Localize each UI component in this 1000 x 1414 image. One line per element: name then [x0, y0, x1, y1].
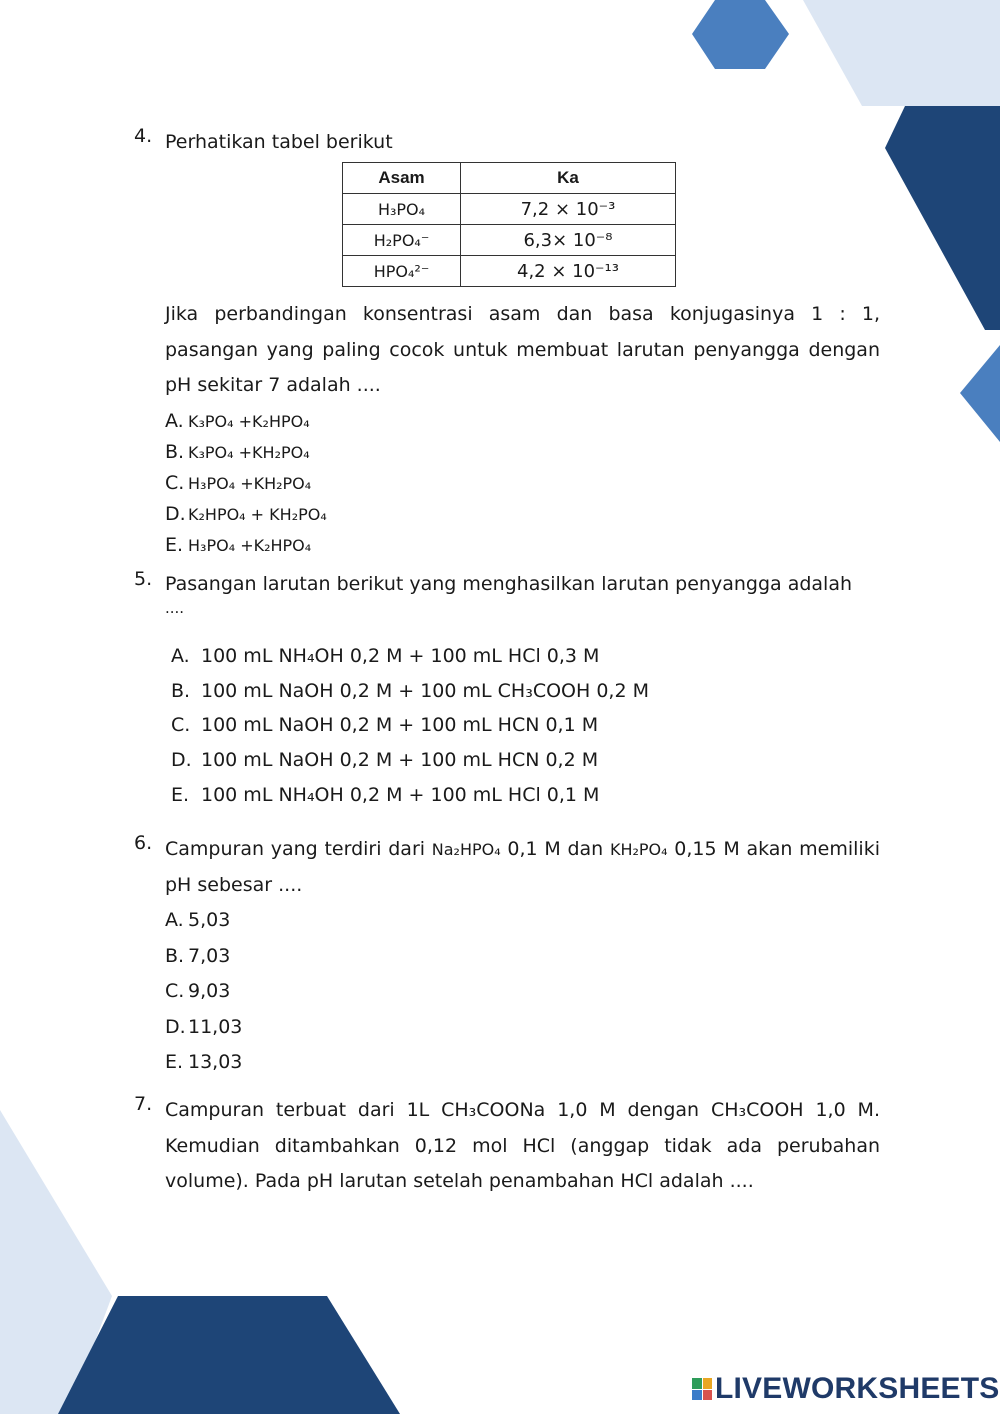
option-text: K₂HPO₄ + KH₂PO₄	[188, 504, 327, 524]
formula: KH₂PO₄	[609, 840, 668, 859]
question-text-part: 0,15 M akan memiliki pH sebesar ....	[165, 838, 880, 896]
option-letter: D.	[171, 749, 192, 771]
liveworksheets-logo	[692, 1372, 1000, 1406]
option-letter: B.	[171, 680, 191, 702]
question-number: 4.	[134, 125, 153, 147]
option-list	[134, 903, 880, 1081]
option-text: 100 mL NaOH 0,2 M + 100 mL HCN 0,2 M	[201, 749, 599, 771]
question-number: 6.	[134, 832, 153, 854]
question-6	[134, 832, 880, 1081]
question-text: Jika perbandingan konsentrasi asam dan basa konjugasinya 1 : 1, pasangan yang paling cocok untuk membuat larutan penyangga dengan pH sekitar 7 adalah ....	[165, 303, 880, 396]
table-header-ka: Ka	[461, 163, 676, 194]
top-hexagon-shape	[692, 0, 789, 69]
option-a[interactable]	[165, 406, 880, 437]
question-text: Pasangan larutan berikut yang menghasilkan larutan penyangga adalah	[165, 573, 853, 595]
option-text: 100 mL NaOH 0,2 M + 100 mL HCN 0,1 M	[201, 714, 599, 736]
formula: Na₂HPO₄	[431, 840, 501, 859]
option-text: K₃PO₄ +K₂HPO₄	[188, 411, 310, 431]
option-d[interactable]	[165, 499, 880, 530]
option-text: H₃PO₄ +K₂HPO₄	[188, 535, 312, 555]
question-prompt: Perhatikan tabel berikut	[165, 131, 393, 153]
option-text: 13,03	[188, 1051, 243, 1073]
question-7	[134, 1093, 880, 1200]
table-cell-ka: 6,3× 10⁻⁸	[461, 225, 676, 256]
option-list	[134, 639, 880, 812]
option-a[interactable]	[171, 639, 880, 674]
option-letter: B.	[165, 440, 185, 463]
option-text: 100 mL NH₄OH 0,2 M + 100 mL HCl 0,3 M	[201, 645, 600, 667]
option-letter: C.	[165, 980, 185, 1002]
table-cell-ka: 7,2 × 10⁻³	[461, 194, 676, 225]
option-letter: E.	[165, 533, 184, 556]
table-cell-acid: HPO₄²⁻	[343, 256, 461, 287]
table-cell-acid: H₂PO₄⁻	[343, 225, 461, 256]
option-d[interactable]	[165, 1010, 880, 1046]
table-header-row	[343, 163, 676, 194]
table-header-asam: Asam	[343, 163, 461, 194]
table-row	[343, 194, 676, 225]
option-e[interactable]	[165, 530, 880, 561]
option-text: 100 mL NaOH 0,2 M + 100 mL CH₃COOH 0,2 M	[201, 680, 649, 702]
question-text: Campuran terbuat dari 1L CH₃COONa 1,0 M dengan CH₃COOH 1,0 M. Kemudian ditambahkan 0,12 mol HCl (anggap tidak ada perubahan volume). Pada pH larutan setelah penambahan HCl adalah ....	[165, 1099, 880, 1192]
option-letter: A.	[171, 645, 190, 667]
table-row	[343, 225, 676, 256]
option-e[interactable]	[171, 778, 880, 812]
question-4	[134, 125, 880, 161]
table-cell-acid: H₃PO₄	[343, 194, 461, 225]
option-text: 5,03	[188, 909, 231, 931]
option-a[interactable]	[165, 903, 880, 939]
option-letter: E.	[165, 1051, 184, 1073]
ka-table	[342, 162, 676, 287]
logo-text: LIVEWORKSHEETS	[715, 1372, 1000, 1405]
option-letter: D.	[165, 502, 186, 525]
option-letter: B.	[165, 944, 185, 967]
option-c[interactable]	[165, 974, 880, 1010]
option-text: 100 mL NH₄OH 0,2 M + 100 mL HCl 0,1 M	[201, 784, 600, 806]
question-text-part: 0,1 M dan	[507, 838, 604, 860]
option-b[interactable]	[165, 437, 880, 468]
option-c[interactable]	[171, 709, 880, 742]
option-letter: C.	[171, 714, 191, 736]
option-letter: A.	[165, 909, 184, 931]
option-text: 7,03	[188, 944, 231, 967]
option-e[interactable]	[165, 1045, 880, 1081]
option-letter: C.	[165, 471, 185, 494]
option-text: K₃PO₄ +KH₂PO₄	[188, 442, 310, 462]
option-b[interactable]	[165, 939, 880, 975]
question-4-body	[134, 297, 880, 561]
option-list	[134, 406, 880, 561]
question-number: 7.	[134, 1093, 153, 1115]
option-letter: A.	[165, 409, 184, 432]
logo-icon	[692, 1378, 712, 1400]
question-5	[134, 568, 880, 812]
question-dots: ....	[165, 599, 185, 617]
option-text: 11,03	[188, 1015, 243, 1038]
right-navy-shape	[885, 106, 1000, 330]
option-text: 9,03	[188, 980, 231, 1002]
option-letter: D.	[165, 1015, 186, 1038]
option-letter: E.	[171, 784, 190, 806]
table-cell-ka: 4,2 × 10⁻¹³	[461, 256, 676, 287]
option-d[interactable]	[171, 742, 880, 778]
table-row	[343, 256, 676, 287]
bottom-left-navy-shape	[58, 1296, 400, 1414]
question-number: 5.	[134, 568, 153, 590]
question-text	[165, 832, 880, 903]
option-text: H₃PO₄ +KH₂PO₄	[188, 473, 312, 493]
option-b[interactable]	[171, 674, 880, 709]
option-c[interactable]	[165, 468, 880, 499]
question-text-part: Campuran yang terdiri dari	[165, 838, 426, 860]
right-blue-triangle	[960, 345, 1000, 442]
top-right-pale-shape	[803, 0, 1000, 106]
